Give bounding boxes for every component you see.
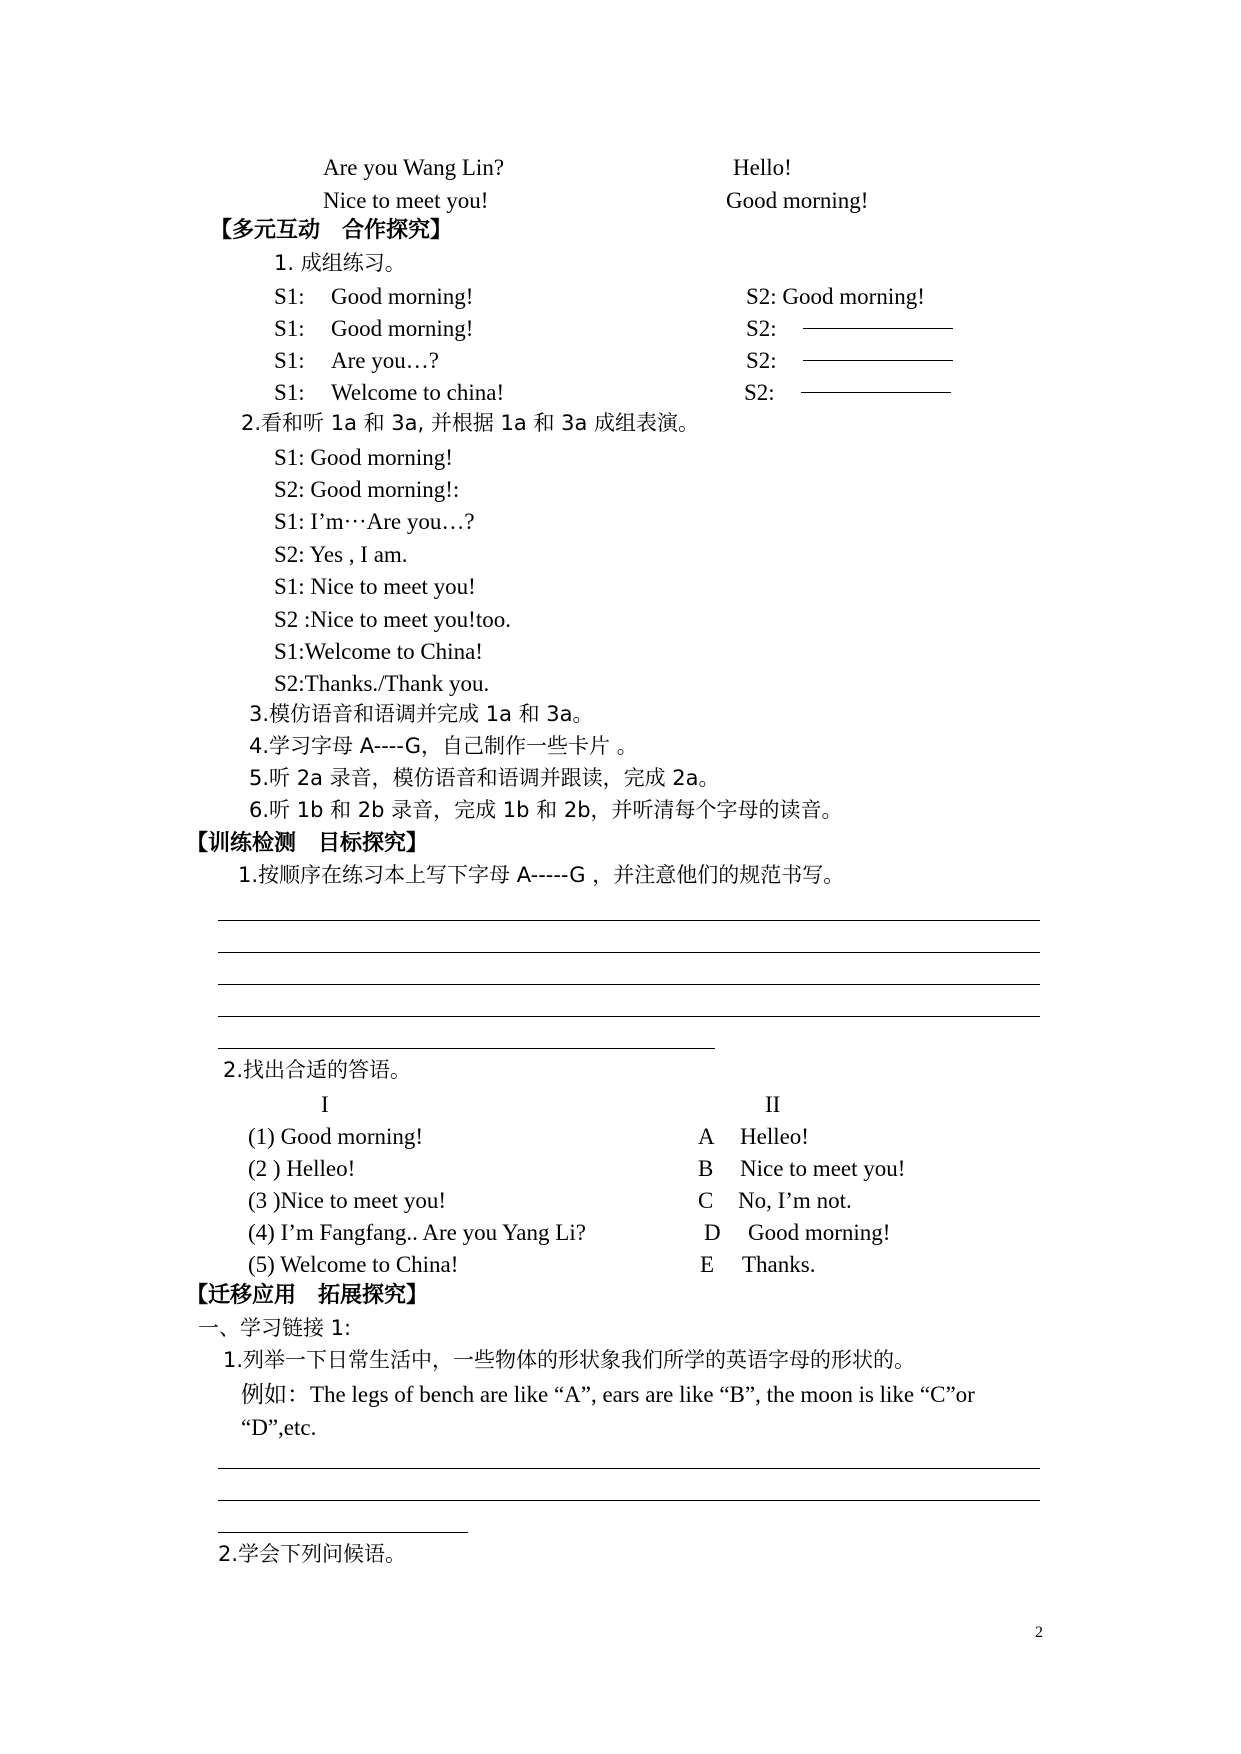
match-right-text: Thanks. (742, 1252, 816, 1277)
item-write-letters: 1.按顺序在练习本上写下字母 A-----G ，并注意他们的规范书写。 (238, 863, 845, 887)
phrase-right-2: Good morning! (726, 188, 869, 213)
answer-blank[interactable] (803, 328, 953, 329)
dialog-line: S2:Thanks./Thank you. (274, 671, 490, 696)
pair-s1-label: S1: (274, 316, 305, 341)
item-listen-2a: 5.听 2a 录音，模仿语音和语调并跟读，完成 2a。 (249, 766, 720, 790)
column-header-ii: II (765, 1092, 781, 1117)
writing-line[interactable] (218, 920, 1040, 921)
match-right-text: No, I’m not. (738, 1188, 852, 1213)
pair-s2-label: S2: (746, 348, 777, 373)
pair-s1-text: Good morning! (331, 316, 474, 341)
match-right-letter: D (704, 1220, 721, 1245)
answer-blank[interactable] (803, 360, 953, 361)
dialog-line: S2: Good morning!: (274, 477, 460, 502)
writing-line[interactable] (218, 952, 1040, 953)
item-match-answers: 2.找出合适的答语。 (223, 1058, 412, 1082)
section-title-practice: 【训练检测 目标探究】 (186, 831, 429, 856)
answer-blank[interactable] (801, 392, 951, 393)
match-left-item: (5) Welcome to China! (248, 1252, 459, 1277)
match-right-text: Good morning! (748, 1220, 891, 1245)
dialog-line: S2 :Nice to meet you!too. (274, 607, 511, 632)
dialog-line: S1: Good morning! (274, 445, 453, 470)
item-letters: 4.学习字母 A----G，自己制作一些卡片 。 (249, 734, 638, 758)
pair-s1-text: Are you…? (331, 348, 439, 373)
match-right-letter: A (698, 1124, 715, 1149)
dialog-line: S2: Yes , I am. (274, 542, 408, 567)
item-list-shapes: 1.列举一下日常生活中，一些物体的形状象我们所学的英语字母的形状的。 (223, 1348, 916, 1372)
phrase-right-1: Hello! (733, 155, 792, 180)
column-header-i: I (321, 1092, 329, 1117)
match-left-item: (2 ) Helleo! (248, 1156, 356, 1181)
match-right-letter: E (700, 1252, 715, 1277)
pair-s1-text: Good morning! (331, 284, 474, 309)
pair-s1-label: S1: (274, 284, 305, 309)
writing-line[interactable] (218, 1500, 1040, 1501)
writing-line[interactable] (218, 984, 1040, 985)
writing-line[interactable] (218, 1532, 468, 1533)
dialog-line: S1:Welcome to China! (274, 639, 483, 664)
phrase-left-2: Nice to meet you! (323, 188, 489, 213)
writing-line[interactable] (218, 1048, 715, 1049)
section-title-application: 【迁移应用 拓展探究】 (186, 1283, 429, 1308)
subsection-link-1: 一、学习链接 1: (198, 1316, 352, 1340)
writing-line[interactable] (218, 1468, 1040, 1469)
pair-s1-label: S1: (274, 380, 305, 405)
match-right-letter: C (698, 1188, 714, 1213)
item-learn-greetings: 2.学会下列问候语。 (218, 1542, 407, 1566)
item-imitate: 3.模仿语音和语调并完成 1a 和 3a。 (249, 702, 594, 726)
match-right-letter: B (698, 1156, 714, 1181)
page-number: 2 (1035, 1624, 1043, 1641)
item-listen-1b-2b: 6.听 1b 和 2b 录音，完成 1b 和 2b，并听清每个字母的读音。 (249, 798, 843, 822)
writing-line[interactable] (218, 1016, 1040, 1017)
section-title-interaction: 【多元互动 合作探究】 (210, 218, 453, 243)
pair-s2-label: S2: (746, 316, 777, 341)
dialog-line: S1: I’m···Are you…? (274, 509, 475, 534)
match-left-item: (4) I’m Fangfang.. Are you Yang Li? (248, 1220, 586, 1245)
item-group-practice: 1. 成组练习。 (274, 251, 406, 275)
match-right-text: Helleo! (740, 1124, 809, 1149)
dialog-line: S1: Nice to meet you! (274, 574, 476, 599)
pair-s2-text: S2: Good morning! (746, 284, 925, 309)
phrase-left-1: Are you Wang Lin? (323, 155, 505, 180)
example-text: 例如：The legs of bench are like “A”, ears are like “B”, the moon is like “C”or (241, 1382, 975, 1407)
example-text-cont: “D”,etc. (241, 1415, 317, 1440)
pair-s2-label: S2: (744, 380, 775, 405)
item-look-listen: 2.看和听 1a 和 3a, 并根据 1a 和 3a 成组表演。 (241, 411, 700, 435)
match-left-item: (3 )Nice to meet you! (248, 1188, 446, 1213)
match-left-item: (1) Good morning! (248, 1124, 424, 1149)
match-right-text: Nice to meet you! (740, 1156, 906, 1181)
pair-s1-text: Welcome to china! (331, 380, 505, 405)
pair-s1-label: S1: (274, 348, 305, 373)
